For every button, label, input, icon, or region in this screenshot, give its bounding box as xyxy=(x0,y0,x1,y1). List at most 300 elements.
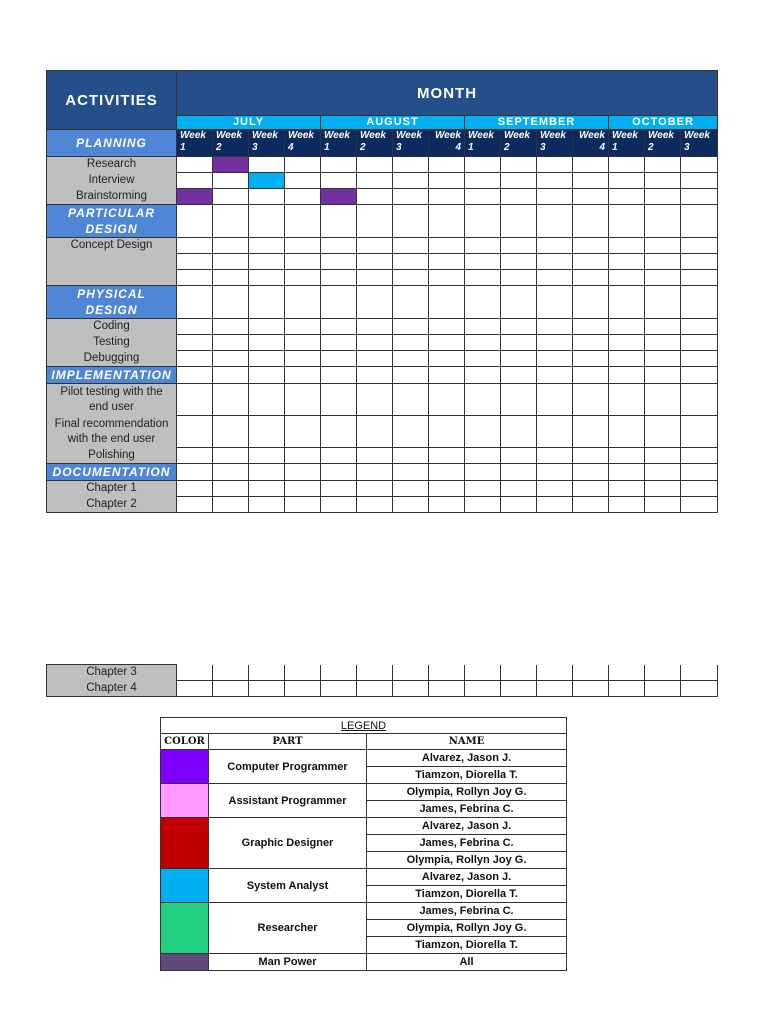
gantt-cell xyxy=(573,205,609,238)
gantt-cell xyxy=(537,254,573,270)
gantt-cell xyxy=(645,665,681,681)
gantt-cell xyxy=(681,367,718,384)
gantt-cell xyxy=(573,351,609,367)
legend-member-name: Tiamzon, Diorella T. xyxy=(367,886,567,903)
gantt-cell xyxy=(609,367,645,384)
gantt-cell xyxy=(681,681,718,697)
gantt-cell xyxy=(465,367,501,384)
week-header xyxy=(681,130,718,157)
gantt-cell xyxy=(465,335,501,351)
gantt-cell xyxy=(465,481,501,497)
gantt-cell xyxy=(321,351,357,367)
gantt-cell xyxy=(573,384,609,416)
gantt-cell xyxy=(429,173,465,189)
gantt-bar xyxy=(177,189,213,205)
gantt-cell xyxy=(393,286,429,319)
gantt-cell xyxy=(465,173,501,189)
gantt-cell xyxy=(213,270,249,286)
week-label: Week xyxy=(648,130,674,141)
legend-member-name: Tiamzon, Diorella T. xyxy=(367,937,567,954)
week-number: 3 xyxy=(396,142,402,153)
gantt-cell xyxy=(357,319,393,335)
gantt-cell xyxy=(681,481,718,497)
gantt-cell xyxy=(609,157,645,173)
gantt-cell xyxy=(393,238,429,254)
gantt-cell xyxy=(429,286,465,319)
legend-part: Graphic Designer xyxy=(209,818,367,869)
gantt-cell xyxy=(681,665,718,681)
gantt-cell xyxy=(645,335,681,351)
gantt-cell xyxy=(249,254,285,270)
gantt-cell xyxy=(609,270,645,286)
gantt-cell xyxy=(465,270,501,286)
gantt-cell xyxy=(501,286,537,319)
gantt-cell xyxy=(609,681,645,697)
gantt-cell xyxy=(393,254,429,270)
legend-part: System Analyst xyxy=(209,869,367,903)
gantt-cell xyxy=(429,497,465,513)
legend-member-name: James, Febrina C. xyxy=(367,903,567,920)
gantt-cell xyxy=(429,205,465,238)
week-label: Week xyxy=(360,130,386,141)
gantt-cell xyxy=(249,416,285,448)
gantt-cell xyxy=(537,205,573,238)
gantt-cell xyxy=(681,157,718,173)
gantt-bar xyxy=(213,157,249,173)
gantt-cell xyxy=(357,238,393,254)
week-number: 4 xyxy=(455,142,461,153)
gantt-cell xyxy=(609,319,645,335)
month-october: OCTOBER xyxy=(609,116,718,130)
gantt-cell xyxy=(249,286,285,319)
week-number: 2 xyxy=(504,142,510,153)
gantt-cell xyxy=(573,481,609,497)
legend-member-name: Olympia, Rollyn Joy G. xyxy=(367,784,567,801)
gantt-cell xyxy=(609,189,645,205)
section-line: PHYSICAL xyxy=(77,287,146,301)
gantt-cell xyxy=(501,270,537,286)
week-number: 1 xyxy=(180,142,186,153)
gantt-cell xyxy=(213,384,249,416)
gantt-cell xyxy=(249,681,285,697)
gantt-cell xyxy=(393,157,429,173)
gantt-cell xyxy=(465,665,501,681)
gantt-cell xyxy=(501,335,537,351)
week-header xyxy=(645,130,681,157)
gantt-cell xyxy=(645,205,681,238)
gantt-cell xyxy=(645,384,681,416)
gantt-cell xyxy=(573,448,609,464)
gantt-cell xyxy=(573,270,609,286)
gantt-cell xyxy=(393,464,429,481)
legend-color-swatch xyxy=(161,818,209,869)
gantt-cell xyxy=(213,254,249,270)
section-line: DESIGN xyxy=(85,222,138,236)
week-label: Week xyxy=(396,130,422,141)
gantt-cell xyxy=(321,173,357,189)
week-label: Week xyxy=(684,130,710,141)
gantt-cell xyxy=(681,173,718,189)
activity-line: with the end user xyxy=(67,432,156,445)
gantt-cell xyxy=(357,481,393,497)
gantt-cell xyxy=(573,238,609,254)
gantt-cell xyxy=(285,270,321,286)
activity-concept-design-3 xyxy=(47,270,177,286)
gantt-cell xyxy=(429,416,465,448)
gantt-cell xyxy=(537,189,573,205)
gantt-cell xyxy=(285,351,321,367)
week-number: 4 xyxy=(288,142,294,153)
gantt-cell xyxy=(249,335,285,351)
gantt-cell xyxy=(357,384,393,416)
gantt-cell xyxy=(681,497,718,513)
gantt-cell xyxy=(645,481,681,497)
gantt-cell xyxy=(609,351,645,367)
gantt-cell xyxy=(177,367,213,384)
gantt-cell xyxy=(213,367,249,384)
gantt-cell xyxy=(177,384,213,416)
gantt-cell xyxy=(465,464,501,481)
activity-line: Final recommendation xyxy=(54,417,169,430)
gantt-cell xyxy=(465,189,501,205)
activity-brainstorming: Brainstorming xyxy=(47,189,177,205)
gantt-cell xyxy=(393,384,429,416)
gantt-cell xyxy=(249,351,285,367)
week-number: 3 xyxy=(252,142,258,153)
gantt-cell xyxy=(249,319,285,335)
week-header xyxy=(429,130,465,157)
week-number: 2 xyxy=(216,142,222,153)
legend-table xyxy=(160,717,567,971)
gantt-cell xyxy=(321,205,357,238)
gantt-cell xyxy=(357,254,393,270)
legend-member-name: Olympia, Rollyn Joy G. xyxy=(367,920,567,937)
gantt-cell xyxy=(393,173,429,189)
gantt-cell xyxy=(429,319,465,335)
gantt-cell xyxy=(681,351,718,367)
week-header xyxy=(357,130,393,157)
activity-concept-design: Concept Design xyxy=(47,238,177,254)
gantt-cell xyxy=(573,173,609,189)
gantt-cell xyxy=(537,238,573,254)
activity-line: end user xyxy=(89,400,134,413)
section-implementation xyxy=(47,367,177,384)
gantt-cell xyxy=(393,351,429,367)
gantt-cell xyxy=(429,189,465,205)
gantt-cell xyxy=(177,286,213,319)
legend-color-swatch xyxy=(161,954,209,971)
gantt-cell xyxy=(213,681,249,697)
gantt-cell xyxy=(213,238,249,254)
gantt-cell xyxy=(357,205,393,238)
gantt-cell xyxy=(249,481,285,497)
gantt-cell xyxy=(429,384,465,416)
activity-debugging: Debugging xyxy=(47,351,177,367)
gantt-cell xyxy=(321,481,357,497)
gantt-cell xyxy=(213,481,249,497)
gantt-cell xyxy=(321,335,357,351)
gantt-cell xyxy=(501,481,537,497)
gantt-cell xyxy=(429,665,465,681)
gantt-cell xyxy=(177,351,213,367)
week-number: 3 xyxy=(684,142,690,153)
week-number: 4 xyxy=(599,142,605,153)
gantt-cell xyxy=(465,254,501,270)
gantt-cell xyxy=(285,254,321,270)
gantt-cell xyxy=(681,416,718,448)
gantt-cell xyxy=(357,416,393,448)
gantt-cell xyxy=(681,189,718,205)
section-line: IMPLEMENTATION xyxy=(51,368,172,382)
gantt-cell xyxy=(285,286,321,319)
gantt-cell xyxy=(429,367,465,384)
gantt-cell xyxy=(645,351,681,367)
week-header xyxy=(285,130,321,157)
gantt-cell xyxy=(249,157,285,173)
gantt-cell xyxy=(393,497,429,513)
gantt-cell xyxy=(681,448,718,464)
gantt-cell xyxy=(537,384,573,416)
gantt-cell xyxy=(645,254,681,270)
week-header xyxy=(537,130,573,157)
gantt-cell xyxy=(249,448,285,464)
week-header xyxy=(249,130,285,157)
gantt-cell xyxy=(573,497,609,513)
gantt-cell xyxy=(213,464,249,481)
gantt-cell xyxy=(393,416,429,448)
gantt-cell xyxy=(537,335,573,351)
legend-part: Assistant Programmer xyxy=(209,784,367,818)
gantt-cell xyxy=(681,270,718,286)
week-label: Week xyxy=(180,130,206,141)
gantt-cell xyxy=(393,448,429,464)
week-header xyxy=(177,130,213,157)
gantt-cell xyxy=(465,238,501,254)
gantt-cell xyxy=(213,286,249,319)
week-number: 1 xyxy=(468,142,474,153)
gantt-cell xyxy=(429,351,465,367)
week-label: Week xyxy=(435,130,461,141)
gantt-cell xyxy=(573,367,609,384)
gantt-cell xyxy=(213,335,249,351)
gantt-cell xyxy=(465,157,501,173)
gantt-cell xyxy=(393,205,429,238)
gantt-cell xyxy=(645,189,681,205)
gantt-cell xyxy=(321,319,357,335)
gantt-cell xyxy=(249,367,285,384)
gantt-cell xyxy=(177,157,213,173)
legend-name-header: NAME xyxy=(367,734,567,750)
week-number: 2 xyxy=(648,142,654,153)
gantt-cell xyxy=(213,319,249,335)
gantt-cell xyxy=(177,665,213,681)
gantt-cell xyxy=(501,681,537,697)
gantt-cell xyxy=(177,481,213,497)
gantt-cell xyxy=(609,173,645,189)
gantt-cell xyxy=(249,205,285,238)
gantt-cell xyxy=(573,335,609,351)
gantt-cell xyxy=(357,448,393,464)
gantt-cell xyxy=(357,335,393,351)
gantt-cell xyxy=(645,286,681,319)
gantt-cell xyxy=(285,367,321,384)
gantt-cell xyxy=(429,270,465,286)
activity-chapter-1: Chapter 1 xyxy=(47,481,177,497)
legend-member-name: All xyxy=(367,954,567,971)
week-label: Week xyxy=(540,130,566,141)
gantt-cell xyxy=(609,335,645,351)
gantt-cell xyxy=(321,416,357,448)
gantt-cell xyxy=(537,497,573,513)
gantt-cell xyxy=(429,481,465,497)
week-header xyxy=(393,130,429,157)
gantt-cell xyxy=(285,497,321,513)
activities-header: ACTIVITIES xyxy=(47,71,177,130)
gantt-cell xyxy=(681,254,718,270)
gantt-cell xyxy=(465,351,501,367)
gantt-cell xyxy=(249,384,285,416)
gantt-cell xyxy=(177,335,213,351)
gantt-cell xyxy=(177,416,213,448)
gantt-cell xyxy=(645,448,681,464)
gantt-cell xyxy=(573,681,609,697)
gantt-cell xyxy=(285,665,321,681)
section-documentation xyxy=(47,464,177,481)
gantt-cell xyxy=(537,351,573,367)
gantt-cell xyxy=(177,238,213,254)
activity-chapter-4: Chapter 4 xyxy=(47,681,177,697)
week-header xyxy=(321,130,357,157)
week-label: Week xyxy=(504,130,530,141)
activity-chapter-2: Chapter 2 xyxy=(47,497,177,513)
gantt-cell xyxy=(213,205,249,238)
week-header xyxy=(609,130,645,157)
gantt-cell xyxy=(609,384,645,416)
gantt-cell xyxy=(321,665,357,681)
gantt-cell xyxy=(393,189,429,205)
gantt-cell xyxy=(357,286,393,319)
gantt-cell xyxy=(573,157,609,173)
gantt-cell xyxy=(645,367,681,384)
gantt-cell xyxy=(357,497,393,513)
week-number: 1 xyxy=(324,142,330,153)
legend-part: Man Power xyxy=(209,954,367,971)
gantt-cell xyxy=(177,497,213,513)
legend-part: Computer Programmer xyxy=(209,750,367,784)
gantt-cell xyxy=(213,351,249,367)
gantt-cell xyxy=(393,319,429,335)
gantt-cell xyxy=(609,497,645,513)
week-label: Week xyxy=(252,130,278,141)
week-number: 3 xyxy=(540,142,546,153)
gantt-cell xyxy=(681,384,718,416)
gantt-cell xyxy=(321,367,357,384)
activity-coding: Coding xyxy=(47,319,177,335)
gantt-cell xyxy=(645,270,681,286)
gantt-cell xyxy=(249,497,285,513)
legend-part: Researcher xyxy=(209,903,367,954)
gantt-cell xyxy=(537,286,573,319)
gantt-cell xyxy=(285,238,321,254)
legend-color-swatch xyxy=(161,869,209,903)
gantt-cell xyxy=(609,448,645,464)
gantt-cell xyxy=(501,384,537,416)
gantt-cell xyxy=(357,270,393,286)
week-header xyxy=(465,130,501,157)
gantt-cell xyxy=(465,286,501,319)
gantt-cell xyxy=(501,665,537,681)
legend-member-name: Olympia, Rollyn Joy G. xyxy=(367,852,567,869)
gantt-cell xyxy=(321,497,357,513)
gantt-cell xyxy=(213,448,249,464)
gantt-cell xyxy=(393,665,429,681)
gantt-cell xyxy=(285,157,321,173)
week-label: Week xyxy=(468,130,494,141)
week-label: Week xyxy=(324,130,350,141)
gantt-cell xyxy=(249,238,285,254)
gantt-cell xyxy=(285,448,321,464)
section-particular-design xyxy=(47,205,177,238)
gantt-cell xyxy=(177,448,213,464)
legend-color-swatch xyxy=(161,903,209,954)
gantt-cell xyxy=(357,681,393,697)
legend-title: LEGEND xyxy=(161,718,567,734)
gantt-cell xyxy=(537,665,573,681)
gantt-cell xyxy=(609,286,645,319)
section-physical-design xyxy=(47,286,177,319)
gantt-cell xyxy=(285,173,321,189)
gantt-cell xyxy=(609,238,645,254)
gantt-cell xyxy=(645,157,681,173)
gantt-cell xyxy=(321,238,357,254)
gantt-cell xyxy=(537,481,573,497)
gantt-cell xyxy=(429,157,465,173)
gantt-cell xyxy=(537,270,573,286)
gantt-cell xyxy=(357,351,393,367)
legend-color-swatch xyxy=(161,784,209,818)
section-line: DESIGN xyxy=(85,303,138,317)
gantt-cell xyxy=(393,335,429,351)
month-august: AUGUST xyxy=(321,116,465,130)
gantt-cell xyxy=(681,238,718,254)
gantt-cell xyxy=(501,351,537,367)
gantt-cell xyxy=(249,189,285,205)
week-header xyxy=(213,130,249,157)
week-label: Week xyxy=(216,130,242,141)
gantt-cell xyxy=(573,416,609,448)
gantt-cell xyxy=(429,254,465,270)
month-july: JULY xyxy=(177,116,321,130)
legend-member-name: James, Febrina C. xyxy=(367,801,567,818)
activity-concept-design-2 xyxy=(47,254,177,270)
gantt-cell xyxy=(645,464,681,481)
gantt-cell xyxy=(465,205,501,238)
week-header xyxy=(501,130,537,157)
gantt-cell xyxy=(465,681,501,697)
gantt-cell xyxy=(357,173,393,189)
activity-research: Research xyxy=(47,157,177,173)
gantt-cell xyxy=(501,464,537,481)
gantt-cell xyxy=(393,681,429,697)
gantt-cell xyxy=(177,270,213,286)
gantt-cell xyxy=(501,238,537,254)
activity-final-recommendation xyxy=(47,416,177,448)
gantt-cell xyxy=(285,189,321,205)
gantt-cell xyxy=(465,497,501,513)
gantt-cell xyxy=(465,384,501,416)
gantt-cell xyxy=(537,416,573,448)
gantt-cell xyxy=(501,189,537,205)
